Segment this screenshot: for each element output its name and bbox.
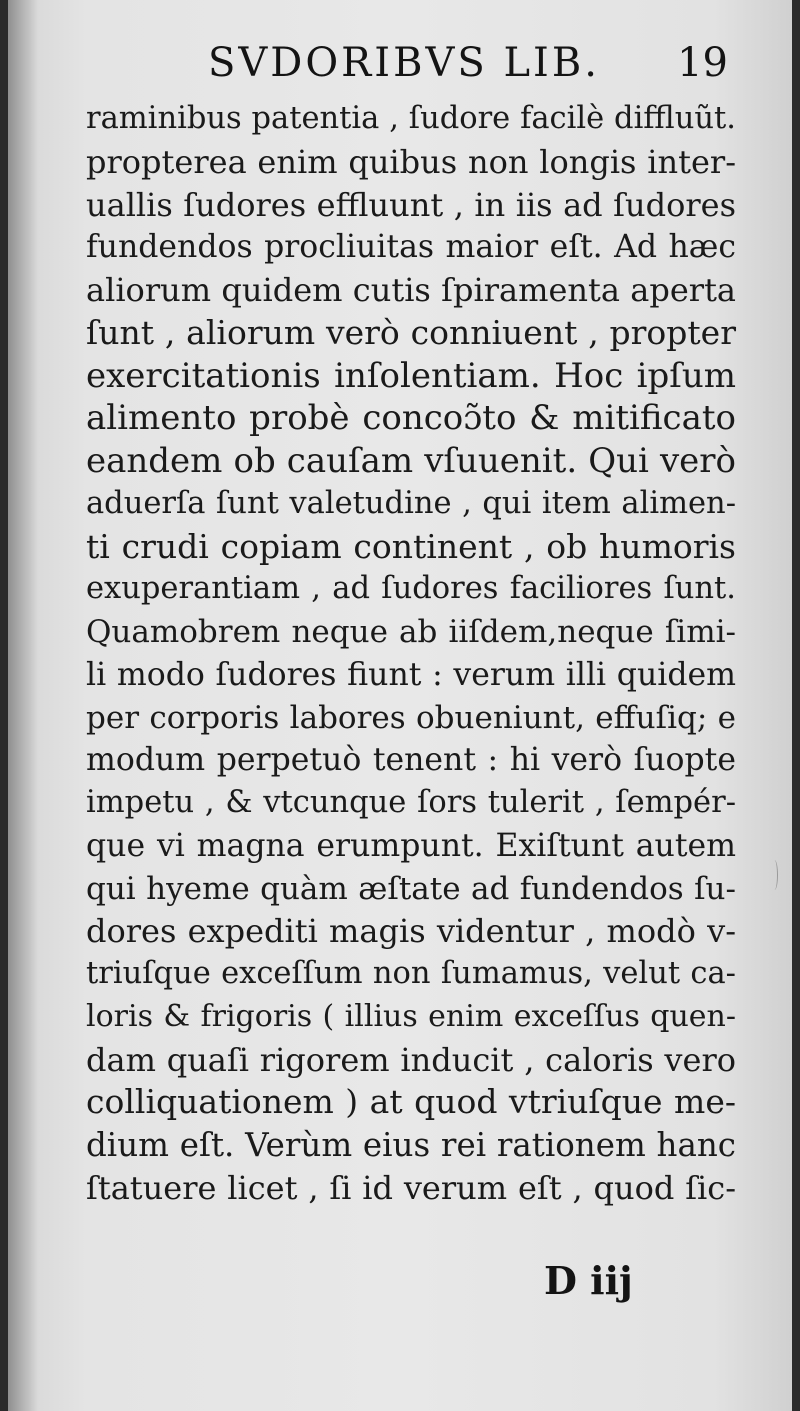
text-line: Quamobrem neque ab iiſdem,neque ſimi-	[86, 614, 736, 650]
text-line: ſunt , aliorum verò conniuent , propter	[86, 312, 736, 352]
text-line: dores expediti magis videntur , modò v-	[86, 912, 736, 951]
running-head	[208, 40, 728, 96]
page-edge-mark	[771, 860, 778, 890]
text-line: colliquationem ) at quod vtriuſque me-	[86, 1082, 736, 1122]
book-page	[8, 0, 792, 1411]
text-line: dam quaſi rigorem inducit , caloris vero	[86, 1040, 736, 1079]
text-line: impetu , & vtcunque ſors tulerit , ſempér-	[86, 785, 736, 820]
text-line: fundendos procliuitas maior eſt. Ad hæc	[86, 229, 736, 266]
text-line: propterea enim quibus non longis inter-	[86, 142, 736, 181]
text-line: que vi magna erumpunt. Exiſtunt autem	[86, 827, 736, 864]
text-line: qui hyeme quàm æſtate ad fundendos ſu-	[86, 870, 736, 907]
text-line: modum perpetuò tenent : hi verò ſuopte	[86, 742, 736, 779]
page-number: 19	[677, 40, 728, 86]
text-line: loris & frigoris ( illius enim exceſſus quen-	[86, 998, 736, 1034]
signature-mark: D iij	[544, 1258, 633, 1303]
text-line: aliorum quidem cutis ſpiramenta aperta	[86, 271, 736, 309]
text-line: exercitationis inſolentiam. Hoc ipſum	[86, 355, 736, 396]
text-line: ti crudi copiam continent , ob humoris	[86, 526, 736, 566]
body-text	[86, 98, 736, 1210]
text-line: raminibus patentia , ſudore facilè diffluũt.	[86, 101, 736, 136]
text-line: dium eſt. Verùm eius rei rationem hanc	[86, 1126, 736, 1164]
text-line: aduerſa ſunt valetudine , qui item alimen-	[86, 485, 736, 521]
text-line: li modo ſudores fiunt : verum illi quidem	[86, 656, 736, 693]
text-line: alimento probè concoɔ̃to & mitificato	[86, 398, 736, 439]
text-line: per corporis labores obueniunt, effuſiq; e	[86, 699, 736, 736]
text-line: exuperantiam , ad ſudores faciliores ſunt.	[86, 571, 736, 607]
text-line: eandem ob cauſam vſuuenit. Qui verò	[86, 441, 736, 481]
page-gutter-shadow	[8, 0, 38, 1411]
running-title: SVDORIBVS LIB.	[208, 40, 600, 86]
text-line: triuſque exceſſum non ſumamus, velut ca-	[86, 956, 736, 991]
text-line: ſtatuere licet , ſi id verum eſt , quod ſic-	[86, 1168, 736, 1207]
text-line: uallis ſudores effluunt , in iis ad ſudores	[86, 185, 736, 224]
